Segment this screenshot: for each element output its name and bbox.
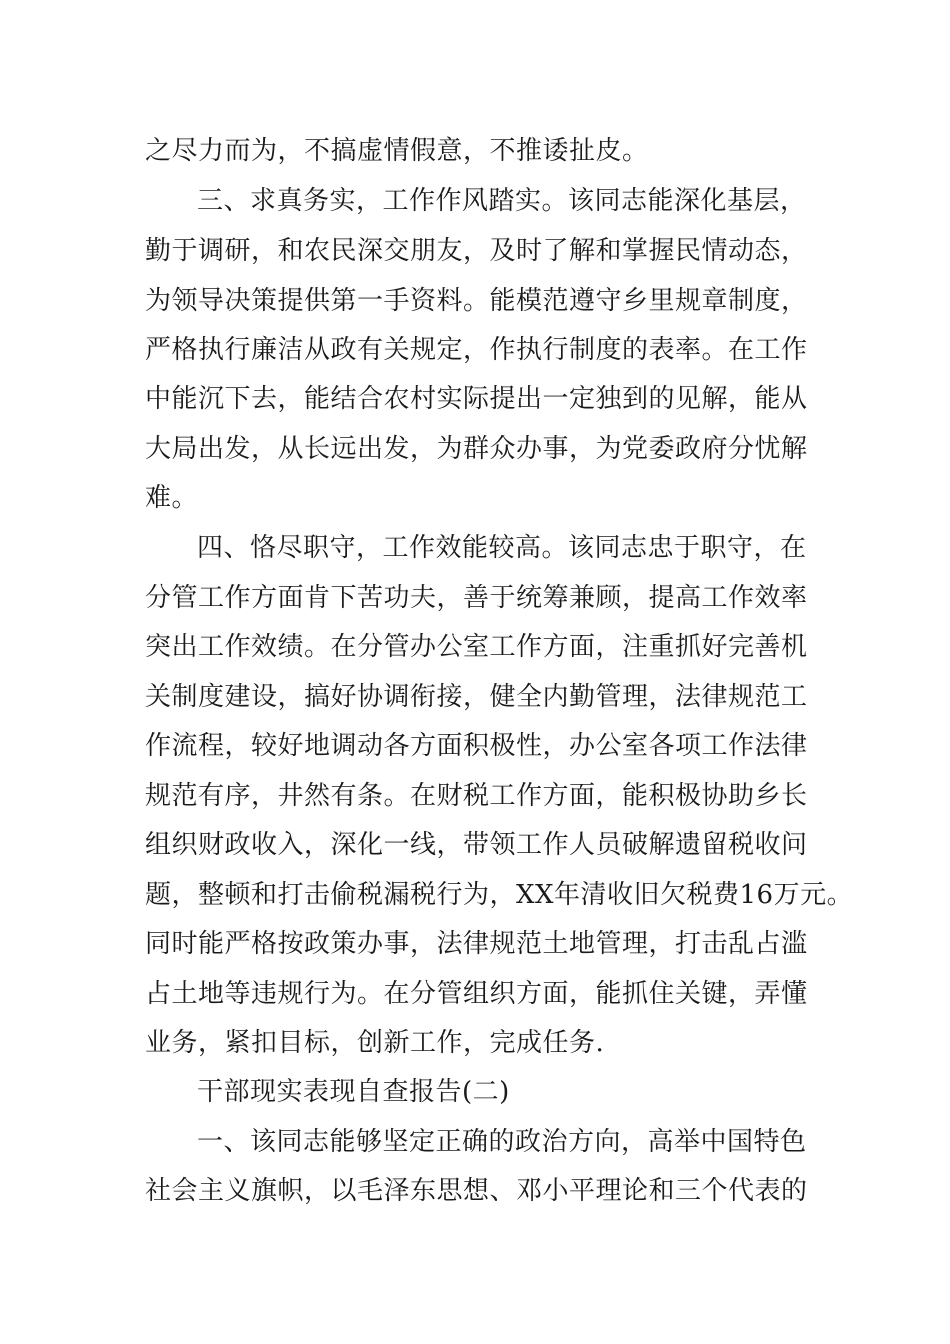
text-line: 分管工作方面肯下苦功夫，善于统筹兼顾，提高工作效率 — [145, 583, 808, 613]
text-line: 题，整顿和打击偷税漏税行为，XX年清收旧欠税费16万元。 — [145, 880, 854, 910]
text-line: 同时能严格按政策办事，法律规范土地管理，打击乱占滥 — [145, 929, 808, 959]
text-line: 大局出发，从长远出发，为群众办事，为党委政府分忧解 — [145, 434, 808, 464]
text-line: 业务，紧扣目标，创新工作，完成任务. — [145, 1028, 605, 1058]
text-line: 为领导决策提供第一手资料。能模范遵守乡里规章制度， — [145, 286, 808, 316]
text-line: 组织财政收入，深化一线，带领工作人员破解遗留税收问 — [145, 830, 808, 860]
paragraph-heading-1: 一、该同志能够坚定正确的政治方向，高举中国特色 — [197, 1127, 807, 1157]
section-title: 干部现实表现自查报告(二) — [197, 1077, 510, 1107]
text-line: 难。 — [145, 483, 199, 513]
text-line: 之尽力而为，不搞虚情假意，不推诿扯皮。 — [145, 136, 649, 166]
paragraph-heading-3: 三、求真务实，工作作风踏实。该同志能深化基层， — [197, 186, 807, 216]
text-line: 占土地等违规行为。在分管组织方面，能抓住关键，弄懂 — [145, 979, 808, 1009]
text-line: 突出工作效绩。在分管办公室工作方面，注重抓好完善机 — [145, 632, 808, 662]
text-line: 规范有序，井然有条。在财税工作方面，能积极协助乡长 — [145, 781, 808, 811]
text-line: 作流程，较好地调动各方面积极性，办公室各项工作法律 — [145, 731, 808, 761]
paragraph-heading-4: 四、恪尽职守，工作效能较高。该同志忠于职守，在 — [197, 533, 807, 563]
text-line: 关制度建设，搞好协调衔接，健全内勤管理，法律规范工 — [145, 682, 808, 712]
text-line: 中能沉下去，能结合农村实际提出一定独到的见解，能从 — [145, 384, 808, 414]
text-line: 社会主义旗帜，以毛泽东思想、邓小平理论和三个代表的 — [145, 1176, 808, 1206]
text-line: 勤于调研，和农民深交朋友，及时了解和掌握民情动态， — [145, 236, 808, 266]
text-line: 严格执行廉洁从政有关规定，作执行制度的表率。在工作 — [145, 335, 808, 365]
